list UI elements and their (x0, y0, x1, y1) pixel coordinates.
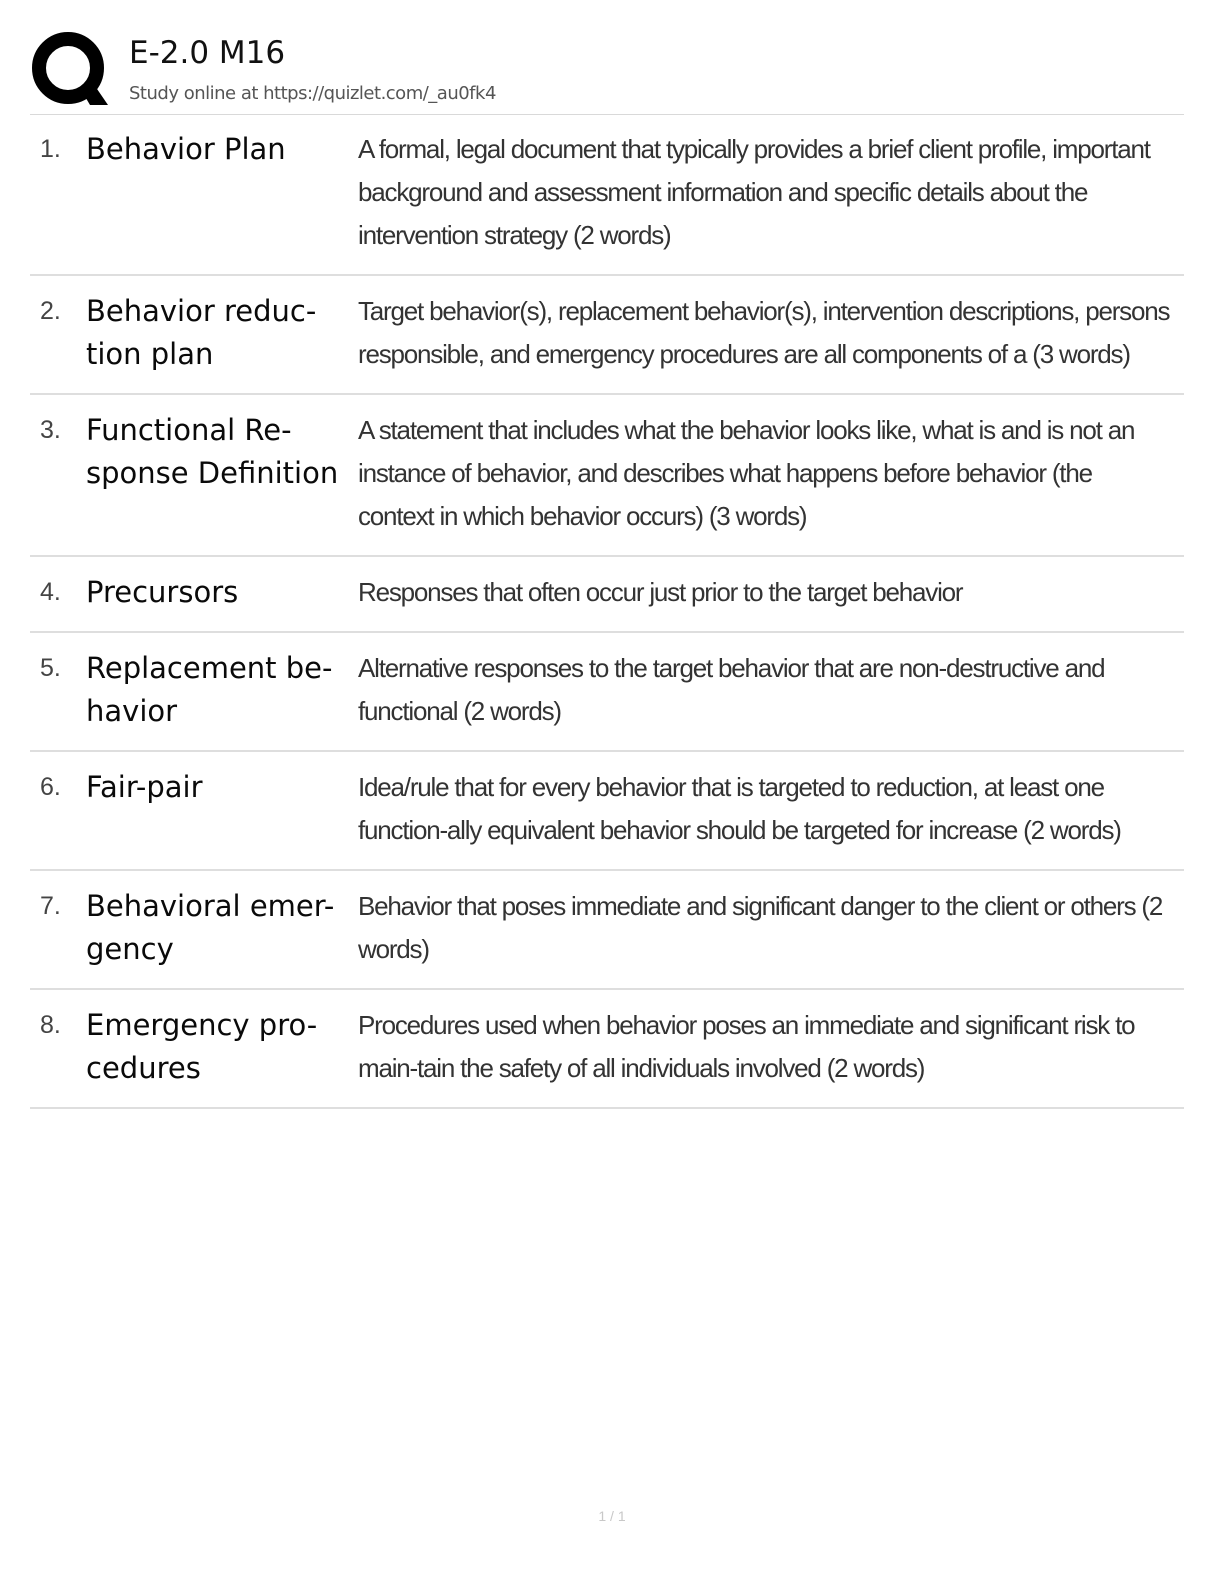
study-online-link[interactable]: Study online at https://quizlet.com/_au0fk4 (129, 83, 496, 104)
card-definition: Procedures used when behavior poses an immediate and significant risk to main-tain the safety of all individuals involved (2 words) (358, 1010, 1135, 1083)
card-number: 4. (40, 578, 61, 606)
card-number: 5. (40, 654, 61, 682)
flashcard-list (30, 114, 1184, 1109)
flashcard-row (30, 395, 1184, 557)
flashcard-row (30, 990, 1184, 1109)
card-number: 2. (40, 297, 61, 325)
card-term: Functional Re-sponse Definition (86, 413, 339, 490)
flashcard-row (30, 871, 1184, 990)
flashcard-row (30, 276, 1184, 395)
card-term: Behavior Plan (86, 132, 286, 166)
card-term: Replacement be-havior (86, 651, 333, 728)
card-term: Behavioral emer-gency (86, 889, 335, 966)
card-number: 6. (40, 773, 61, 801)
card-term: Emergency pro-cedures (86, 1008, 318, 1085)
card-number: 7. (40, 892, 61, 920)
flashcard-row (30, 114, 1184, 276)
page-header (30, 30, 1184, 115)
card-definition: A formal, legal document that typically provides a brief client profile, important background and assessment information and specific details about the intervention strategy (2 words) (358, 134, 1150, 250)
card-definition: Target behavior(s), replacement behavior(s), intervention descriptions, persons responsible, and emergency procedures are all components of a (3 words) (358, 296, 1170, 369)
card-definition: Behavior that poses immediate and significant danger to the client or others (2 words) (358, 891, 1163, 964)
card-term: Precursors (86, 575, 239, 609)
card-term: Behavior reduc-tion plan (86, 294, 317, 371)
card-number: 3. (40, 416, 61, 444)
card-definition: A statement that includes what the behavior looks like, what is and is not an instance of behavior, and describes what happens before behavior (the context in which behavior occurs) (3 words) (358, 415, 1135, 531)
flashcard-row (30, 633, 1184, 752)
quizlet-logo-icon (30, 30, 110, 110)
page-number: 1 / 1 (598, 1508, 626, 1524)
card-number: 1. (40, 135, 61, 163)
card-definition: Alternative responses to the target behavior that are non-destructive and functional (2 words) (358, 653, 1105, 726)
flashcard-row (30, 557, 1184, 633)
card-definition: Idea/rule that for every behavior that is targeted to reduction, at least one function-ally equivalent behavior should be targeted for increase (2 words) (358, 772, 1121, 845)
card-term: Fair-pair (86, 770, 203, 804)
card-definition: Responses that often occur just prior to the target behavior (358, 577, 963, 607)
card-number: 8. (40, 1011, 61, 1039)
flashcard-row (30, 752, 1184, 871)
document-title: E-2.0 M16 (129, 35, 286, 71)
